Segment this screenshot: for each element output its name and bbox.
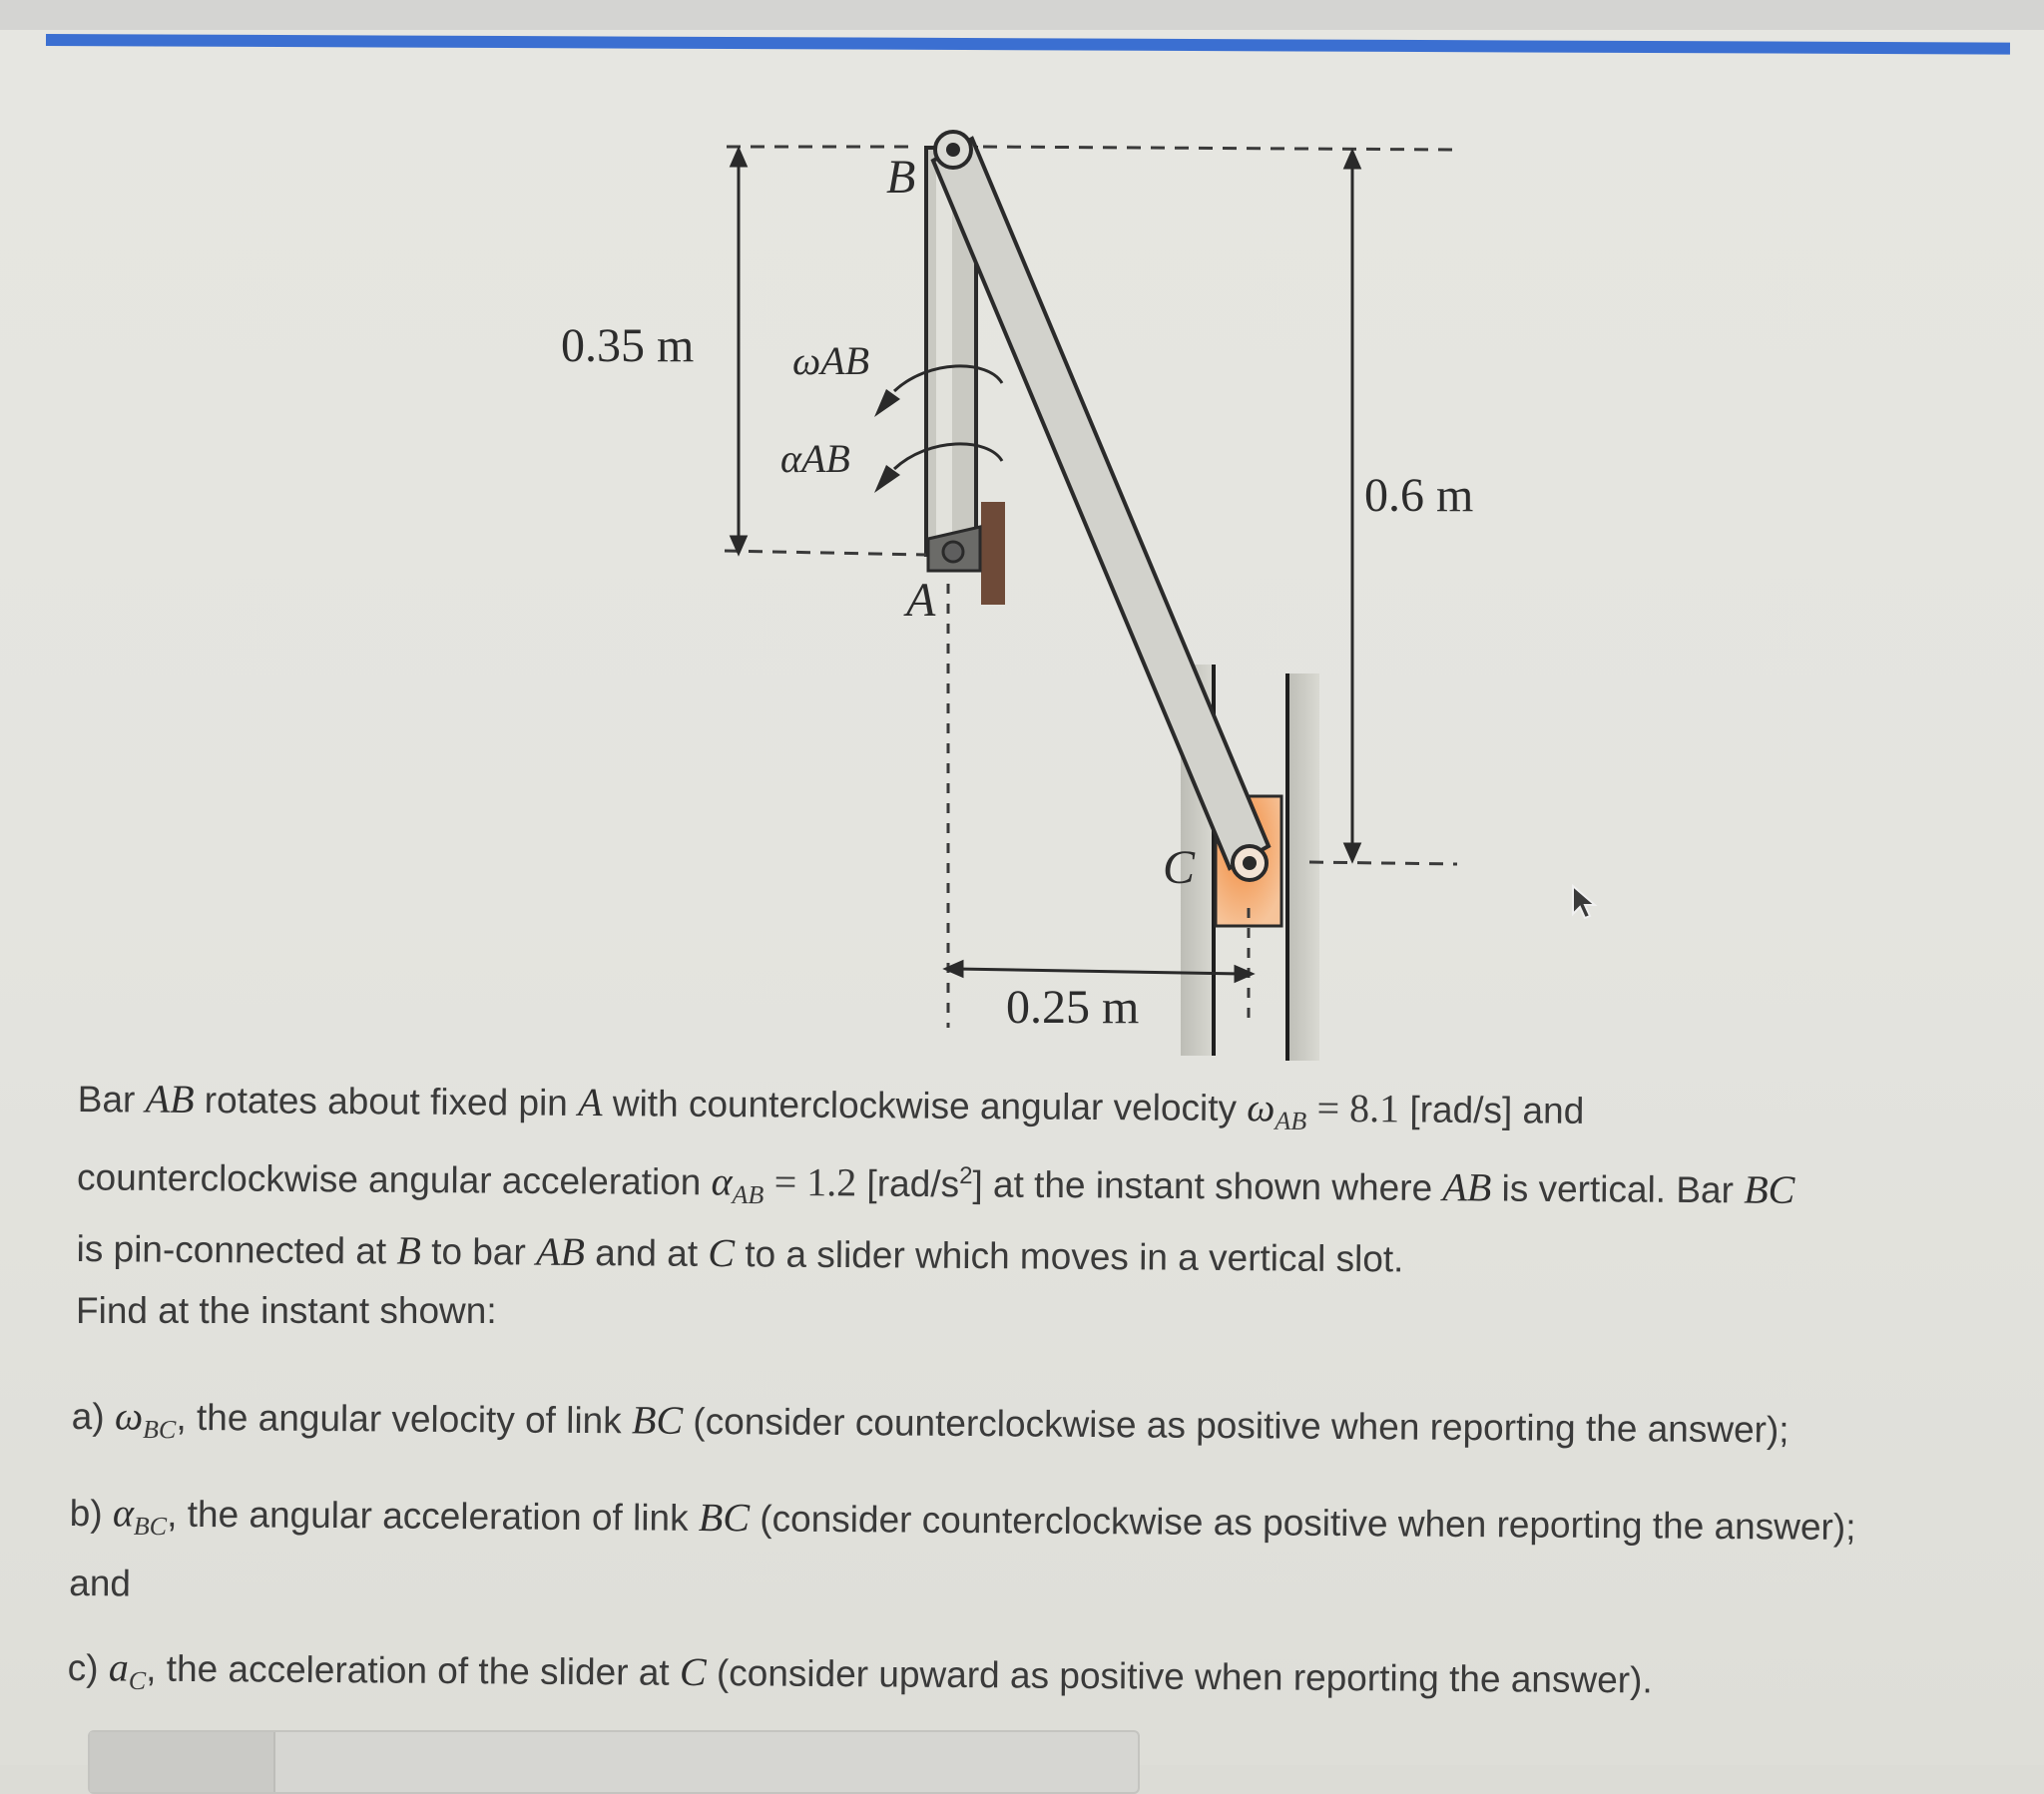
text-fragment: , the acceleration of the slider at <box>146 1647 670 1693</box>
math-bc: BC <box>1744 1166 1795 1213</box>
label-c: C <box>1163 841 1196 894</box>
math-a: A <box>577 1079 603 1125</box>
label-b: B <box>886 151 916 204</box>
question-c <box>67 1638 1894 1724</box>
math-sub: AB <box>732 1180 765 1210</box>
math-ab: AB <box>1442 1164 1492 1210</box>
math-omega: ω <box>114 1393 144 1439</box>
math-bc: BC <box>631 1397 684 1443</box>
text-fragment: Bar <box>77 1078 136 1121</box>
pin-c-center <box>1243 856 1257 870</box>
math-c: C <box>679 1648 707 1695</box>
label-alpha-ab: αAB <box>780 436 850 481</box>
math-omega: ω <box>1247 1085 1276 1130</box>
text-fragment: with counterclockwise angular velocity <box>612 1083 1238 1129</box>
answer-input-prefix <box>90 1732 275 1792</box>
text-fragment: [rad/s] and <box>1409 1089 1585 1131</box>
text-fragment: (consider counterclockwise as positive when reporting the answer); <box>693 1400 1789 1451</box>
label-a: A <box>906 574 936 627</box>
text-fragment: [rad/s <box>866 1162 960 1205</box>
text-fragment: is pin-connected at <box>76 1228 387 1272</box>
math-ab: AB <box>535 1228 586 1275</box>
text-fragment: (consider upward as positive when reporting the answer). <box>716 1652 1653 1701</box>
ground-wall <box>981 502 1005 605</box>
text-fragment: is vertical. Bar <box>1501 1167 1735 1211</box>
question-prefix: b) <box>69 1492 103 1535</box>
math-sub: BC <box>142 1414 177 1445</box>
label-omega-ab: ωAB <box>792 338 870 383</box>
dim-label-0-25: 0.25 m <box>1006 981 1140 1034</box>
math-bc: BC <box>698 1494 751 1541</box>
dim-label-0-6: 0.6 m <box>1364 469 1474 522</box>
text-fragment: to bar <box>431 1230 526 1273</box>
text-fragment: (consider counterclockwise as positive when reporting the answer); and <box>69 1498 1856 1604</box>
math-c: C <box>708 1230 736 1276</box>
question-prefix: a) <box>71 1395 105 1438</box>
pin-a <box>943 542 963 562</box>
omega-value: = 8.1 <box>1316 1085 1400 1131</box>
answer-input[interactable] <box>88 1730 1140 1794</box>
dim-label-0-35: 0.35 m <box>561 319 695 372</box>
dimension-0-35 <box>732 150 746 553</box>
math-a: a <box>108 1644 130 1690</box>
math-sub: C <box>128 1665 147 1696</box>
pin-b-center <box>946 143 960 157</box>
mouse-cursor-icon <box>1569 884 1599 920</box>
text-fragment: , the angular acceleration of link <box>167 1493 689 1539</box>
question-b <box>69 1484 1896 1627</box>
find-heading: Find at the instant shown: <box>76 1290 497 1331</box>
question-prefix: c) <box>67 1646 99 1689</box>
text-fragment: counterclockwise angular acceleration <box>76 1156 702 1203</box>
math-alpha: α <box>112 1490 135 1536</box>
text-fragment: ] at the instant shown where <box>972 1163 1433 1209</box>
dashed-references <box>725 147 1457 1028</box>
question-a <box>71 1387 1898 1473</box>
text-fragment: to a slider which moves in a vertical slot. <box>745 1233 1404 1280</box>
math-sub: BC <box>133 1511 168 1542</box>
dimension-0-6 <box>1345 152 1359 860</box>
math-ab: AB <box>145 1076 195 1121</box>
math-sup: 2 <box>959 1162 973 1190</box>
math-alpha: α <box>711 1158 733 1204</box>
text-fragment: and at <box>595 1232 699 1274</box>
text-fragment: , the angular velocity of link <box>176 1396 622 1442</box>
alpha-value: = 1.2 <box>773 1159 857 1205</box>
problem-statement <box>76 1070 1974 1293</box>
math-sub: AB <box>1275 1106 1307 1136</box>
text-fragment: rotates about fixed pin <box>204 1079 569 1123</box>
math-b: B <box>396 1227 422 1273</box>
